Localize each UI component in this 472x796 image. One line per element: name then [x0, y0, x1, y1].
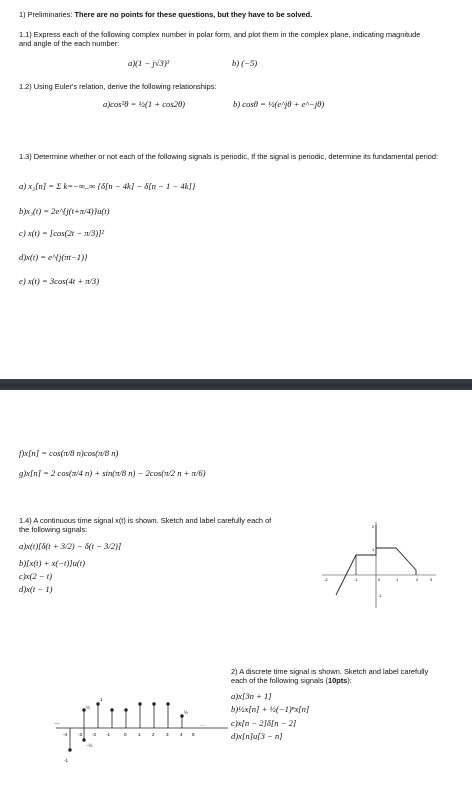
- ct-x-tick-label: 3: [430, 577, 433, 582]
- question-1-4: 1.4) A continuous time signal x(t) is shown. Sketch and label carefully each of the following signals:: [19, 516, 272, 535]
- q13-part-g: g)x[n] = 2 cos(π/4 n) + sin(π/8 n) − 2cos(π/2 n + π/6): [19, 468, 206, 478]
- q2-part-c: c)x[n − 2]δ[n − 2]: [231, 718, 297, 728]
- ct-x-tick-label: -2: [324, 577, 328, 582]
- q11-part-b: b) (−5): [232, 58, 258, 68]
- q13-part-c: c) x(t) = [cos(2t − π/3)]²: [19, 228, 105, 238]
- q14-part-a: a)x(t)[δ(t + 3/2) − δ(t − 3/2)]: [19, 541, 122, 551]
- discrete-signal-graph: [50, 690, 230, 790]
- dt-n-label: -2: [92, 732, 97, 737]
- dt-n-label: 4: [180, 732, 183, 737]
- ct-y-tick-label: 1: [372, 547, 375, 552]
- question-2: [231, 667, 441, 686]
- dt-value-label: -½: [87, 743, 93, 748]
- dt-n-label: 2: [152, 732, 155, 737]
- section-title-prefix: 1) Preliminaries:: [19, 10, 75, 19]
- q13-part-a: a) x₂[n] = Σ k=−∞..∞ {δ[n − 4k] − δ[n − 1 − 4k]}: [19, 181, 196, 191]
- ct-x-tick-label: -1: [354, 577, 358, 582]
- question-2-text-end: ):: [347, 676, 352, 686]
- question-1-2: 1.2) Using Euler's relation, derive the following relationships:: [19, 82, 217, 91]
- dt-n-label: 1: [138, 732, 141, 737]
- dt-right-dots: ...: [200, 722, 206, 728]
- q12-part-b: b) cosθ = ½(e^jθ + e^−jθ): [233, 99, 325, 109]
- dt-value-label: -1: [64, 758, 69, 763]
- dt-n-label: -1: [106, 732, 111, 737]
- q13-part-d: d)x(t) = e^{j(πt−1)}: [19, 252, 88, 262]
- dt-left-dots: ...: [54, 719, 60, 726]
- q13-part-e: e) x(t) = 3cos(4t + π/3): [19, 276, 100, 286]
- dt-n-label: -3: [78, 732, 83, 737]
- q13-part-f: f)x[n] = cos(π/8 n)cos(π/8 n): [19, 448, 119, 458]
- q13-part-b: b)x₃(t) = 2e^{j(t+π/4)}u(t): [19, 206, 110, 216]
- ct-y-tick-label: -1: [378, 593, 382, 598]
- dt-n-label: 3: [166, 732, 169, 737]
- dt-n-label: -4: [63, 732, 68, 737]
- page-divider: [0, 379, 472, 390]
- q14-part-b: b)[x(t) + x(−t)]u(t): [19, 558, 86, 568]
- section-title: [19, 10, 312, 19]
- ct-x-tick-label: 0: [378, 577, 381, 582]
- question-1-3: 1.3) Determine whether or not each of the following signals is periodic, If the signal is periodic, determine its fundamental period:: [19, 152, 439, 161]
- ct-x-tick-label: 1: [396, 577, 399, 582]
- q12-part-a: a)cos²θ = ½(1 + cos2θ): [103, 99, 186, 109]
- dt-n-label: 5: [192, 732, 195, 737]
- q11-part-a: a)(1 − j√3)³: [128, 58, 170, 68]
- ct-y-tick-label: 2: [372, 524, 375, 529]
- dt-value-label: 1: [100, 697, 103, 702]
- q14-part-c: c)x(2 − t): [19, 571, 52, 581]
- question-2-text: 2) A discrete time signal is shown. Sketch and label carefully each of the following signals (: [231, 667, 429, 686]
- q2-part-b: b)½x[n] + ½(−1)ⁿx[n]: [231, 704, 310, 714]
- q14-part-d: d)x(t − 1): [19, 584, 53, 594]
- question-1-1: 1.1) Express each of the following complex number in polar form, and plot them in the complex plane, indicating magnitude and angle of the each number:: [19, 30, 421, 49]
- dt-n-label: 0: [124, 732, 127, 737]
- q2-part-d: d)x[n]u[3 − n]: [231, 731, 283, 741]
- ct-x-tick-label: 2: [416, 577, 419, 582]
- dt-value-label: ½: [184, 710, 188, 715]
- dt-value-label: ½: [86, 705, 90, 710]
- question-2-points: 10pts: [327, 676, 348, 686]
- section-title-bold: There are no points for these questions, but they have to be solved.: [74, 10, 313, 19]
- q2-part-a: a)x[3n + 1]: [231, 691, 272, 701]
- continuous-signal-graph: [318, 520, 438, 610]
